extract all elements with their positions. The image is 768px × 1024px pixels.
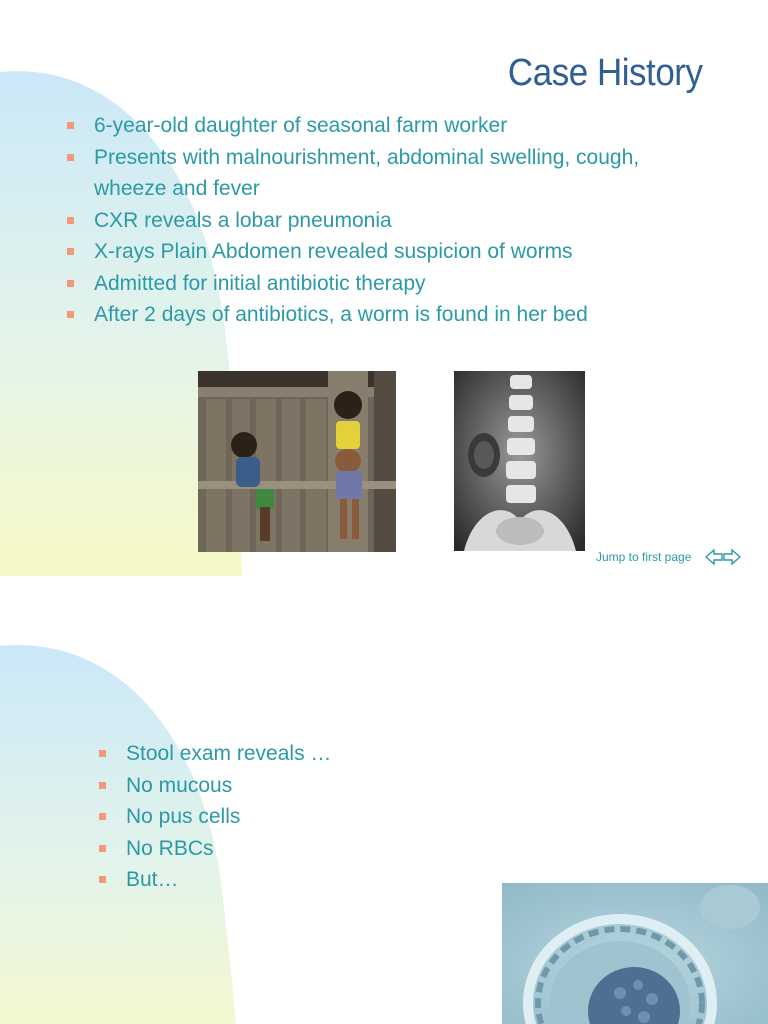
bullet-item: Presents with malnourishment, abdominal swelling, cough, wheeze and fever xyxy=(66,142,654,205)
abdominal-xray-image xyxy=(454,371,585,551)
worm-egg-micrograph xyxy=(502,883,768,1024)
bullet-square-icon xyxy=(67,154,74,161)
bullet-square-icon xyxy=(67,311,74,318)
bullet-item: After 2 days of antibiotics, a worm is found in her bed xyxy=(66,299,686,331)
slide-stool-exam xyxy=(0,590,768,1024)
right-arrow-icon[interactable] xyxy=(723,548,741,566)
jump-to-first-page-link[interactable]: Jump to first page xyxy=(596,550,692,564)
bullet-item: No pus cells xyxy=(98,801,478,833)
bullet-item: 6-year-old daughter of seasonal farm worker xyxy=(66,110,686,142)
bullet-square-icon xyxy=(67,248,74,255)
slide-navigation xyxy=(596,548,741,566)
bullet-square-icon xyxy=(99,845,106,852)
bullet-item: No RBCs xyxy=(98,833,478,865)
bullet-square-icon xyxy=(99,876,106,883)
bullet-square-icon xyxy=(99,813,106,820)
bullet-square-icon xyxy=(99,782,106,789)
case-bullet-list xyxy=(66,110,686,331)
bullet-square-icon xyxy=(67,122,74,129)
slide-title: Case History xyxy=(507,52,702,94)
bullet-item: But… xyxy=(98,864,478,896)
children-photo xyxy=(198,371,396,552)
bullet-item: Stool exam reveals … xyxy=(98,738,478,770)
bullet-item: X-rays Plain Abdomen revealed suspicion of worms xyxy=(66,236,686,268)
bullet-item: Admitted for initial antibiotic therapy xyxy=(66,268,686,300)
bullet-square-icon xyxy=(99,750,106,757)
bullet-square-icon xyxy=(67,217,74,224)
bullet-item: No mucous xyxy=(98,770,478,802)
stool-exam-bullet-list xyxy=(98,738,478,896)
bullet-square-icon xyxy=(67,280,74,287)
bullet-item: CXR reveals a lobar pneumonia xyxy=(66,205,686,237)
left-arrow-icon[interactable] xyxy=(705,548,723,566)
